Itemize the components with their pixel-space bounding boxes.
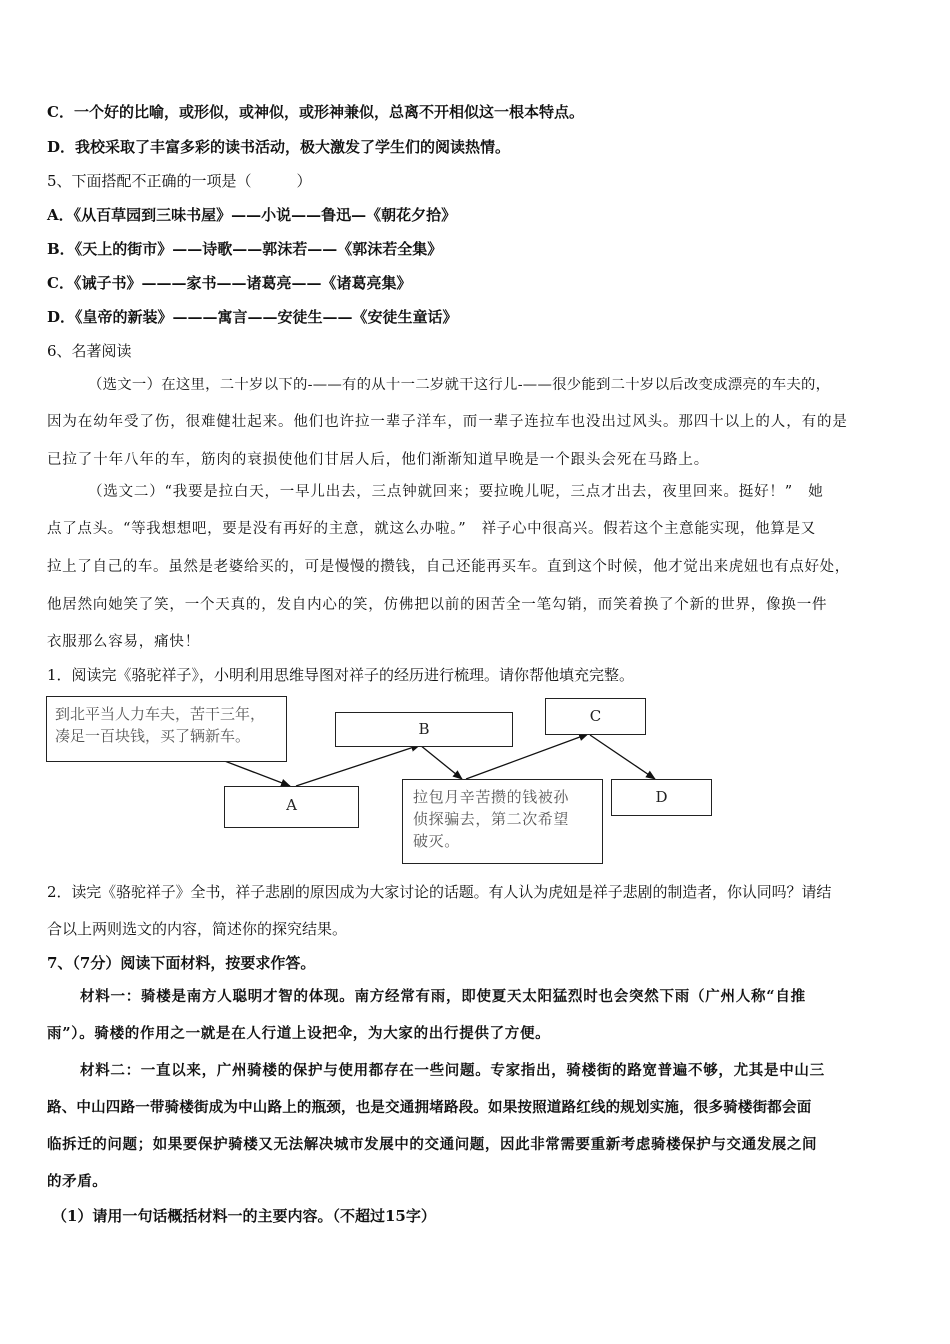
excerpt2-line: 拉上了自己的车。虽然是老婆给买的，可是慢慢的攒钱，自己还能再买车。直到这个时候，他才觉出来虎妞也有点好处， [47, 559, 850, 575]
mindmap-box-c: C [545, 698, 646, 735]
excerpt1-line: 已拉了十年八年的车，筋肉的衰损使他们甘居人后，他们渐渐知道早晚是一个跟头会死在马路上。 [47, 452, 710, 468]
q7-sub1: （1）请用一句话概括材料一的主要内容。（不超过15字） [52, 1207, 436, 1225]
q7-title: 7、（7分）阅读下面材料，按要求作答。 [47, 954, 316, 972]
q6-sub2-line: 合以上两则选文的内容，简述你的探究结果。 [47, 920, 348, 938]
arrow-start-to-a [222, 760, 290, 786]
material2-line: 路、中山四路一带骑楼街成为中山路上的瓶颈，也是交通拥堵路段。如果按照道路红线的规划实施，很多骑楼街都会面 [47, 1099, 812, 1116]
q5-option-a: A．《从百草园到三味书屋》——小说——鲁迅—《朝花夕拾》 [47, 206, 457, 224]
q6-sub2-line: 2．读完《骆驼祥子》全书，祥子悲剧的原因成为大家讨论的话题。有人认为虎妞是祥子悲剧的制造者，你认同吗？请结 [47, 883, 832, 901]
q4-option-d: D．我校采取了丰富多彩的读书活动，极大激发了学生们的阅读热情。 [47, 138, 511, 156]
q5-stem: 5、下面搭配不正确的一项是（ ） [47, 172, 312, 190]
material2-line: 的矛盾。 [47, 1173, 108, 1190]
arrow-b-to-mid [420, 745, 462, 779]
excerpt2-line: 衣服那么容易，痛快！ [47, 634, 200, 650]
excerpt1-line: （选文一）在这里，二十岁以下的-——有的从十一二岁就干这行儿-——很少能到二十岁以后改变成漂亮的车夫的， [88, 377, 831, 393]
material2-line: 临拆迁的问题；如果要保护骑楼又无法解决城市发展中的交通问题，因此非常需要重新考虑骑楼保护与交通发展之间 [47, 1136, 818, 1153]
excerpt2-line: 点了点头。“等我想想吧，要是没有再好的主意，就这么办啦。” 祥子心中很高兴。假若这个主意能实现，他算是又 [47, 521, 816, 537]
material1-line: 材料一：骑楼是南方人聪明才智的体现。南方经常有雨，即使夏天太阳猛烈时也会突然下雨（广州人称“自推 [80, 988, 806, 1005]
mindmap-start-box: 到北平当人力车夫，苦干三年， 凑足一百块钱，买了辆新车。 [46, 696, 287, 762]
q6-sub1: 1．阅读完《骆驼祥子》，小明利用思维导图对祥子的经历进行梳理。请你帮他填充完整。 [47, 666, 635, 684]
q4-option-c: C．一个好的比喻，或形似，或神似，或形神兼似，总离不开相似这一根本特点。 [47, 103, 584, 121]
arrow-c-to-d [590, 735, 655, 779]
material2-line: 材料二：一直以来，广州骑楼的保护与使用都存在一些问题。专家指出，骑楼街的路宽普遍不够，尤其是中山三 [80, 1062, 825, 1079]
mindmap-box-a: A [224, 786, 359, 828]
mindmap-box-b: B [335, 712, 513, 747]
q6-title: 6、名著阅读 [47, 342, 132, 360]
q5-option-d: D．《皇帝的新装》———寓言——安徒生——《安徒生童话》 [47, 308, 458, 326]
mindmap-box-d: D [611, 779, 712, 816]
excerpt2-line: （选文二）“我要是拉白天，一早儿出去，三点钟就回来；要拉晚儿呢，三点才出去，夜里回来。挺好！” 她 [88, 484, 824, 500]
mindmap-mid-box: 拉包月辛苦攒的钱被孙 侦探骗去，第二次希望 破灭。 [402, 779, 603, 864]
material1-line: 雨”）。骑楼的作用之一就是在人行道上设把伞，为大家的出行提供了方便。 [47, 1025, 551, 1042]
excerpt2-line: 他居然向她笑了笑，一个天真的，发自内心的笑，仿佛把以前的困苦全一笔勾销，而笑着换了个新的世界，像换一件 [47, 597, 828, 613]
q5-option-b: B．《天上的街市》——诗歌——郭沫若——《郭沫若全集》 [47, 240, 443, 258]
q5-option-c: C．《诫子书》———家书——诸葛亮——《诸葛亮集》 [47, 274, 412, 292]
excerpt1-line: 因为在幼年受了伤，很难健壮起来。他们也许拉一辈子洋车，而一辈子连拉车也没出过风头。那四十以上的人，有的是 [47, 414, 848, 430]
